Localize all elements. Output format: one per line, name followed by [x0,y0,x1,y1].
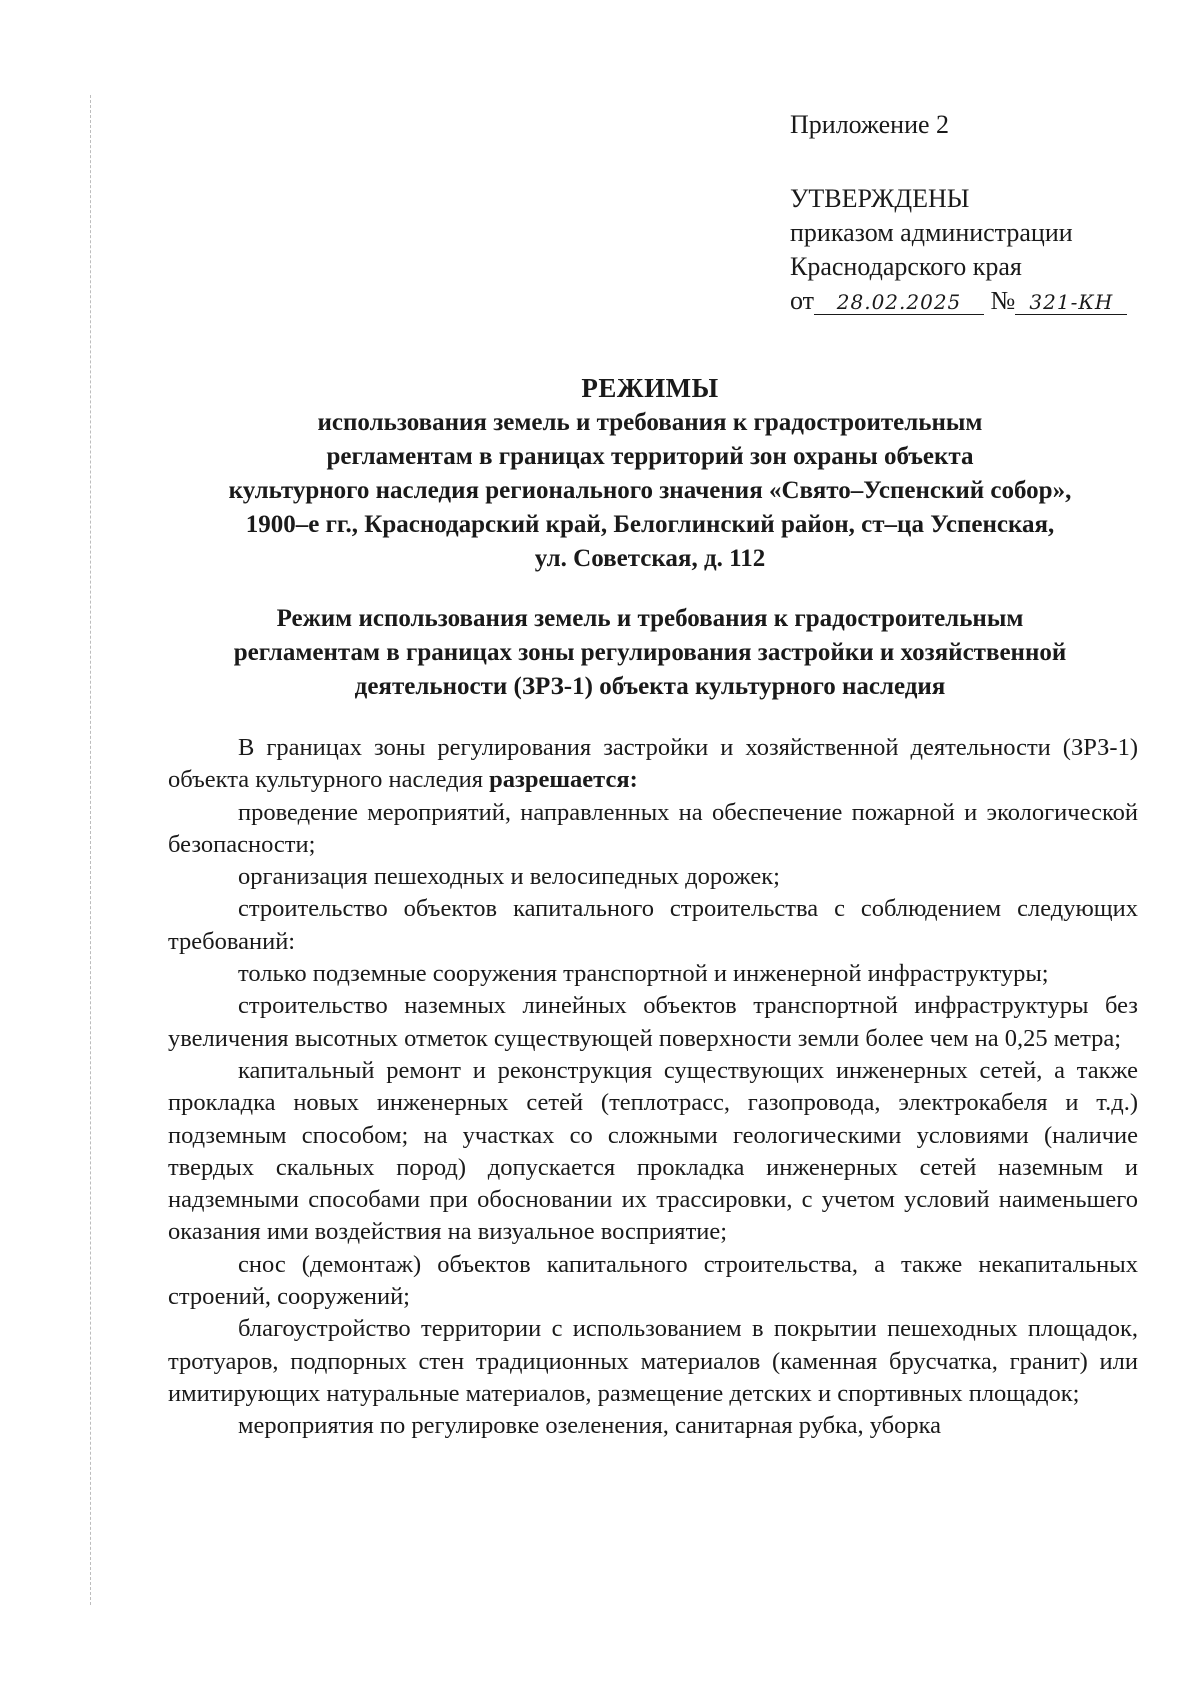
document-title: РЕЖИМЫ [581,373,719,403]
body-paragraph: строительство наземных линейных объектов транспортной инфраструктуры без увеличения высотных отметок существующей поверхности земли более чем на 0,25 метра; [168,992,1138,1052]
approved-region: Краснодарского края [790,252,1022,281]
appendix-label: Приложение 2 [790,110,950,139]
subtitle-line: регламентам в границах территорий зон охраны объекта [326,443,974,470]
section-heading [150,602,1150,704]
number-label: № [990,286,1016,315]
document-subtitle [150,406,1150,576]
body-text [168,732,1138,1443]
subtitle-line: 1900–е гг., Краснодарский край, Белоглинский район, ст–ца Успенская, [245,511,1055,538]
section-heading-line: регламентам в границах зоны регулирования застройки и хозяйственной [233,639,1067,666]
body-paragraph: строительство объектов капитального строительства с соблюдением следующих требований: [168,895,1138,955]
body-paragraph: благоустройство территории с использованием в покрытии пешеходных площадок, тротуаров, подпорных стен традиционных материалов (каменная брусчатка, гранит) или имитирующих натуральные материалов, размещение детских и спортивных площадок; [168,1315,1138,1407]
subtitle-line: ул. Советская, д. 112 [534,545,766,572]
intro-text: В границах зоны регулирования застройки и хозяйственной деятельности (ЗРЗ-1) объекта культурного наследия [168,734,1138,794]
approved-label: УТВЕРЖДЕНЫ [790,184,970,213]
scan-margin-line [90,95,91,1605]
order-date-number [790,284,1170,318]
body-paragraph: капитальный ремонт и реконструкция существующих инженерных сетей, а также прокладка новых инженерных сетей (теплотрасс, газопровода, электрокабеля и т.д.) подземным способом; на участках со сложными геологическими условиями (наличие твердых скальных пород) допускается прокладка инженерных сетей наземным и надземными способами при обосновании их трассировки, с учетом условий наименьшего оказания ими воздействия на визуальное восприятие; [168,1056,1138,1246]
intro-bold-text: разрешается: [489,766,638,794]
section-heading-line: деятельности (ЗРЗ-1) объекта культурного наследия [354,673,946,700]
subtitle-line: культурного наследия регионального значения «Свято–Успенский собор», [228,477,1072,504]
approval-block [790,108,1170,318]
body-paragraph: проведение мероприятий, направленных на обеспечение пожарной и экологической безопасности; [168,798,1138,858]
body-paragraph: организация пешеходных и велосипедных дорожек; [238,863,780,891]
subtitle-line: использования земель и требования к градостроительным [317,409,983,436]
body-paragraph: снос (демонтаж) объектов капитального строительства, а также некапитальных строений, сооружений; [168,1250,1138,1311]
from-label: от [790,286,815,315]
handwritten-date: 28.02.2025 [814,290,984,315]
body-paragraph: только подземные сооружения транспортной и инженерной инфраструктуры; [238,960,1049,988]
intro-paragraph [168,732,1138,797]
body-paragraph: мероприятия по регулировке озеленения, санитарная рубка, уборка [238,1412,942,1440]
section-heading-line: Режим использования земель и требования к градостроительным [276,605,1024,632]
approved-by-order: приказом администрации [790,218,1073,247]
handwritten-number: 321-КН [1015,290,1127,315]
